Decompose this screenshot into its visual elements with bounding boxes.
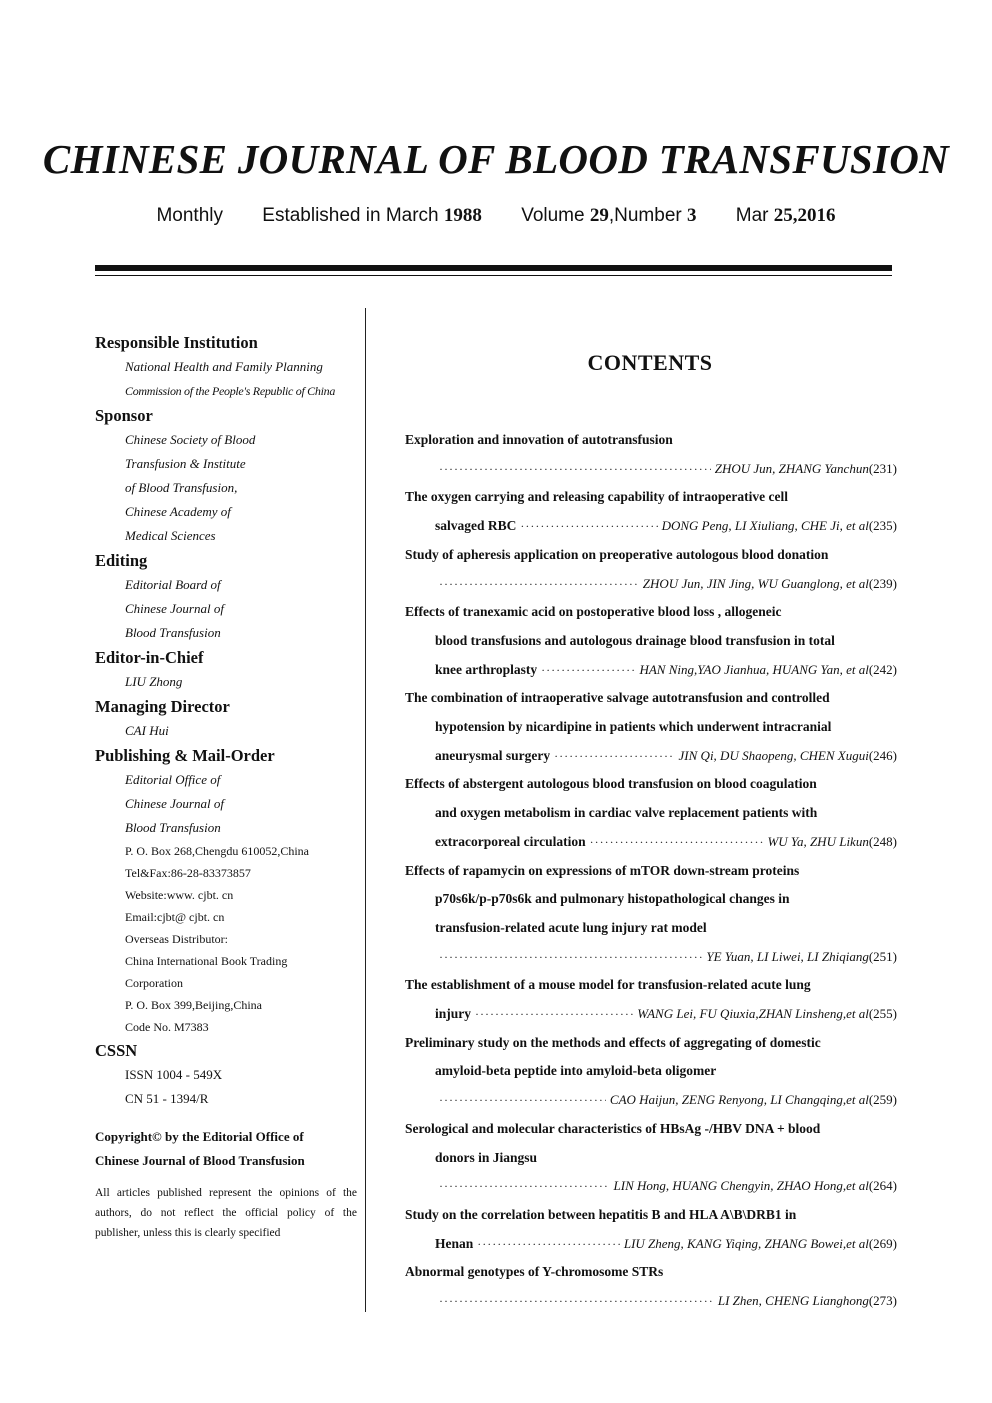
masthead-line: Medical Sciences <box>125 528 216 543</box>
toc-title-line: and oxygen metabolism in cardiac valve replacement patients with <box>435 805 818 821</box>
toc-title-line: The establishment of a mouse model for transfusion-related acute lung <box>405 977 811 993</box>
header-rule-thin <box>95 275 892 276</box>
toc-entry[interactable] <box>405 857 897 972</box>
volume-label: Volume <box>521 205 585 226</box>
masthead-line: Blood Transfusion <box>125 625 221 640</box>
toc-author-line <box>405 1000 897 1029</box>
toc-title-end: salvaged RBC <box>435 518 517 534</box>
toc-leader-dots <box>439 943 702 972</box>
masthead-line: Editorial Board of <box>125 577 221 592</box>
contents-heading: CONTENTS <box>587 350 713 375</box>
toc-entry[interactable] <box>405 1201 897 1258</box>
toc-author-line <box>405 512 897 541</box>
masthead-line: of Blood Transfusion, <box>125 480 238 495</box>
masthead-heading-managing-director: Managing Director <box>95 697 230 716</box>
toc-title-line: p70s6k/p-p70s6k and pulmonary histopathological changes in <box>435 891 790 907</box>
toc-authors: HAN Ning,YAO Jianhua, HUANG Yan, et al <box>639 661 869 677</box>
masthead-line: Chinese Journal of <box>125 601 224 616</box>
masthead-detail: Website:www. cjbt. cn <box>125 888 234 902</box>
issue-number: 3 <box>687 205 697 226</box>
toc-title-line: Serological and molecular characteristics of HBsAg -/HBV DNA + blood <box>405 1120 821 1136</box>
copyright-notice <box>95 1125 360 1173</box>
toc-page-number: (269) <box>868 1235 897 1251</box>
toc-authors: WANG Lei, FU Qiuxia,ZHAN Linsheng,et al <box>637 1006 869 1022</box>
masthead-line: National Health and Family Planning <box>125 359 323 374</box>
toc-leader-dots <box>439 1086 606 1115</box>
toc-authors: YE Yuan, LI Liwei, LI Zhiqiang <box>706 948 869 964</box>
disclaimer: All articles published represent the opinions of the authors, do not reflect the official policy of the publisher, unless this is clearly specified <box>95 1187 357 1239</box>
volume-number: 29 <box>589 205 609 226</box>
masthead-line: Editorial Office of <box>125 772 221 787</box>
toc-author-line <box>405 1230 897 1259</box>
toc-title-line: The combination of intraoperative salvage autotransfusion and controlled <box>405 690 830 706</box>
masthead-line: CAI Hui <box>125 723 169 738</box>
toc-page-number: (239) <box>868 575 897 591</box>
toc-page-number: (235) <box>868 518 897 534</box>
toc-title-end: aneurysmal surgery <box>435 747 551 763</box>
toc-title-end: Henan <box>435 1235 474 1251</box>
toc-entry[interactable] <box>405 1029 897 1115</box>
toc-entry[interactable] <box>405 684 897 770</box>
toc-title-line: The oxygen carrying and releasing capability of intraoperative cell <box>405 489 788 505</box>
toc-authors: LIN Hong, HUANG Chengyin, ZHAO Hong,et al <box>613 1178 869 1194</box>
toc-author-line <box>405 656 897 685</box>
toc-title-line: Abnormal genotypes of Y-chromosome STRs <box>405 1264 664 1280</box>
toc-author-line <box>405 570 897 599</box>
toc-entry[interactable] <box>405 426 897 483</box>
copyright-line: Chinese Journal of Blood Transfusion <box>95 1153 305 1168</box>
toc-leader-dots <box>475 1000 633 1029</box>
date-year: ,2016 <box>792 205 836 226</box>
masthead-detail: China International Book Trading <box>125 954 288 968</box>
toc-leader-dots <box>439 570 639 599</box>
masthead-line: Commission of the People's Republic of China <box>125 384 336 398</box>
toc-title-line: Effects of rapamycin on expressions of mTOR down-stream proteins <box>405 862 800 878</box>
masthead-line: Chinese Journal of <box>125 796 224 811</box>
masthead-heading-publishing: Publishing & Mail-Order <box>95 746 275 765</box>
toc-page-number: (242) <box>868 661 897 677</box>
journal-title: CHINESE JOURNAL OF BLOOD TRANSFUSION <box>42 136 950 182</box>
masthead-line: CN 51 - 1394/R <box>125 1091 209 1106</box>
toc-entry[interactable] <box>405 483 897 540</box>
toc-author-line <box>405 742 897 771</box>
toc-title-end: knee arthroplasty <box>435 661 538 677</box>
toc-entry[interactable] <box>405 1115 897 1201</box>
masthead-detail: Corporation <box>125 976 183 990</box>
toc-title-line: Study on the correlation between hepatitis B and HLA A\B\DRB1 in <box>405 1206 797 1222</box>
toc-title-line: Preliminary study on the methods and effects of aggregating of domestic <box>405 1034 821 1050</box>
masthead-line: LIU Zhong <box>125 674 183 689</box>
established-label: Established in March <box>262 205 439 226</box>
toc-authors: DONG Peng, LI Xiuliang, CHE Ji, et al <box>661 518 869 534</box>
masthead-line: ISSN 1004 - 549X <box>125 1067 223 1082</box>
toc-leader-dots <box>439 1287 714 1316</box>
masthead <box>95 330 360 1243</box>
toc-entry[interactable] <box>405 598 897 684</box>
date-day: 25 <box>773 205 793 226</box>
number-label: ,Number <box>608 205 682 226</box>
toc-authors: CAO Haijun, ZENG Renyong, LI Changqing,et al <box>609 1092 869 1108</box>
toc-title-end: extracorporeal circulation <box>435 833 586 849</box>
toc-authors: LIU Zheng, KANG Yiqing, ZHANG Bowei,et al <box>623 1235 869 1251</box>
masthead-heading-responsible-institution: Responsible Institution <box>95 333 258 352</box>
masthead-heading-editor-in-chief: Editor-in-Chief <box>95 648 204 667</box>
toc-author-line <box>405 455 897 484</box>
masthead-line: Blood Transfusion <box>125 820 221 835</box>
toc-title-line: amyloid-beta peptide into amyloid-beta oligomer <box>435 1063 717 1079</box>
frequency: Monthly <box>156 205 223 226</box>
masthead-heading-editing: Editing <box>95 551 148 570</box>
toc-page-number: (273) <box>868 1293 897 1309</box>
toc-author-line <box>405 943 897 972</box>
toc-page-number: (264) <box>868 1178 897 1194</box>
toc-leader-dots <box>520 512 657 541</box>
issue-info-line <box>0 205 992 227</box>
toc-page-number: (231) <box>868 460 897 476</box>
toc-authors: ZHOU Jun, ZHANG Yanchun <box>714 460 869 476</box>
toc-leader-dots <box>590 828 764 857</box>
masthead-detail: Email:cjbt@ cjbt. cn <box>125 910 225 924</box>
toc-authors: LI Zhen, CHENG Lianghong <box>717 1293 869 1309</box>
toc-title-line: Effects of tranexamic acid on postoperative blood loss , allogeneic <box>405 604 782 620</box>
masthead-detail: Overseas Distributor: <box>125 932 228 946</box>
masthead-line: Chinese Academy of <box>125 504 231 519</box>
masthead-heading-sponsor: Sponsor <box>95 406 153 425</box>
toc-leader-dots <box>554 742 674 771</box>
toc-author-line <box>405 1086 897 1115</box>
toc-title-line: hypotension by nicardipine in patients which underwent intracranial <box>435 719 832 735</box>
masthead-line: Transfusion & Institute <box>125 456 246 471</box>
toc-author-line <box>405 1287 897 1316</box>
toc-leader-dots <box>477 1230 620 1259</box>
header-rule-thick <box>95 265 892 271</box>
masthead-heading-cssn: CSSN <box>95 1041 138 1060</box>
toc-title-line: blood transfusions and autologous drainage blood transfusion in total <box>435 632 835 648</box>
toc-authors: ZHOU Jun, JIN Jing, WU Guanglong, et al <box>642 575 869 591</box>
date-label: Mar <box>735 205 769 226</box>
toc-page-number: (255) <box>868 1006 897 1022</box>
column-divider <box>365 308 366 1312</box>
toc-entry[interactable] <box>405 1258 897 1315</box>
masthead-line: Chinese Society of Blood <box>125 432 256 447</box>
toc-entry[interactable] <box>405 971 897 1028</box>
toc-author-line <box>405 1172 897 1201</box>
toc-title-line: Exploration and innovation of autotransfusion <box>405 432 673 447</box>
toc-title-line: transfusion-related acute lung injury rat model <box>435 919 707 935</box>
toc-author-line <box>405 828 897 857</box>
toc-title-line: Effects of abstergent autologous blood transfusion on blood coagulation <box>405 776 817 792</box>
established-year: 1988 <box>443 205 482 226</box>
toc-title-end: injury <box>435 1006 472 1022</box>
copyright-line: Copyright© by the Editorial Office of <box>95 1129 304 1144</box>
toc-page-number: (251) <box>868 948 897 964</box>
toc-entry[interactable] <box>405 541 897 598</box>
contents-list <box>405 426 897 1316</box>
toc-entry[interactable] <box>405 770 897 856</box>
masthead-detail: P. O. Box 399,Beijing,China <box>125 998 263 1012</box>
toc-leader-dots <box>439 455 711 484</box>
masthead-detail: Tel&Fax:86-28-83373857 <box>125 866 251 880</box>
toc-leader-dots <box>439 1172 610 1201</box>
toc-page-number: (259) <box>868 1092 897 1108</box>
masthead-detail: Code No. M7383 <box>125 1020 209 1034</box>
toc-authors: JIN Qi, DU Shaopeng, CHEN Xugui <box>678 747 869 763</box>
toc-leader-dots <box>541 656 635 685</box>
toc-page-number: (248) <box>868 833 897 849</box>
toc-title-line: donors in Jiangsu <box>435 1149 538 1165</box>
masthead-detail: P. O. Box 268,Chengdu 610052,China <box>125 844 310 858</box>
toc-title-line: Study of apheresis application on preoperative autologous blood donation <box>405 546 829 562</box>
toc-page-number: (246) <box>868 747 897 763</box>
toc-authors: WU Ya, ZHU Likun <box>767 833 869 849</box>
